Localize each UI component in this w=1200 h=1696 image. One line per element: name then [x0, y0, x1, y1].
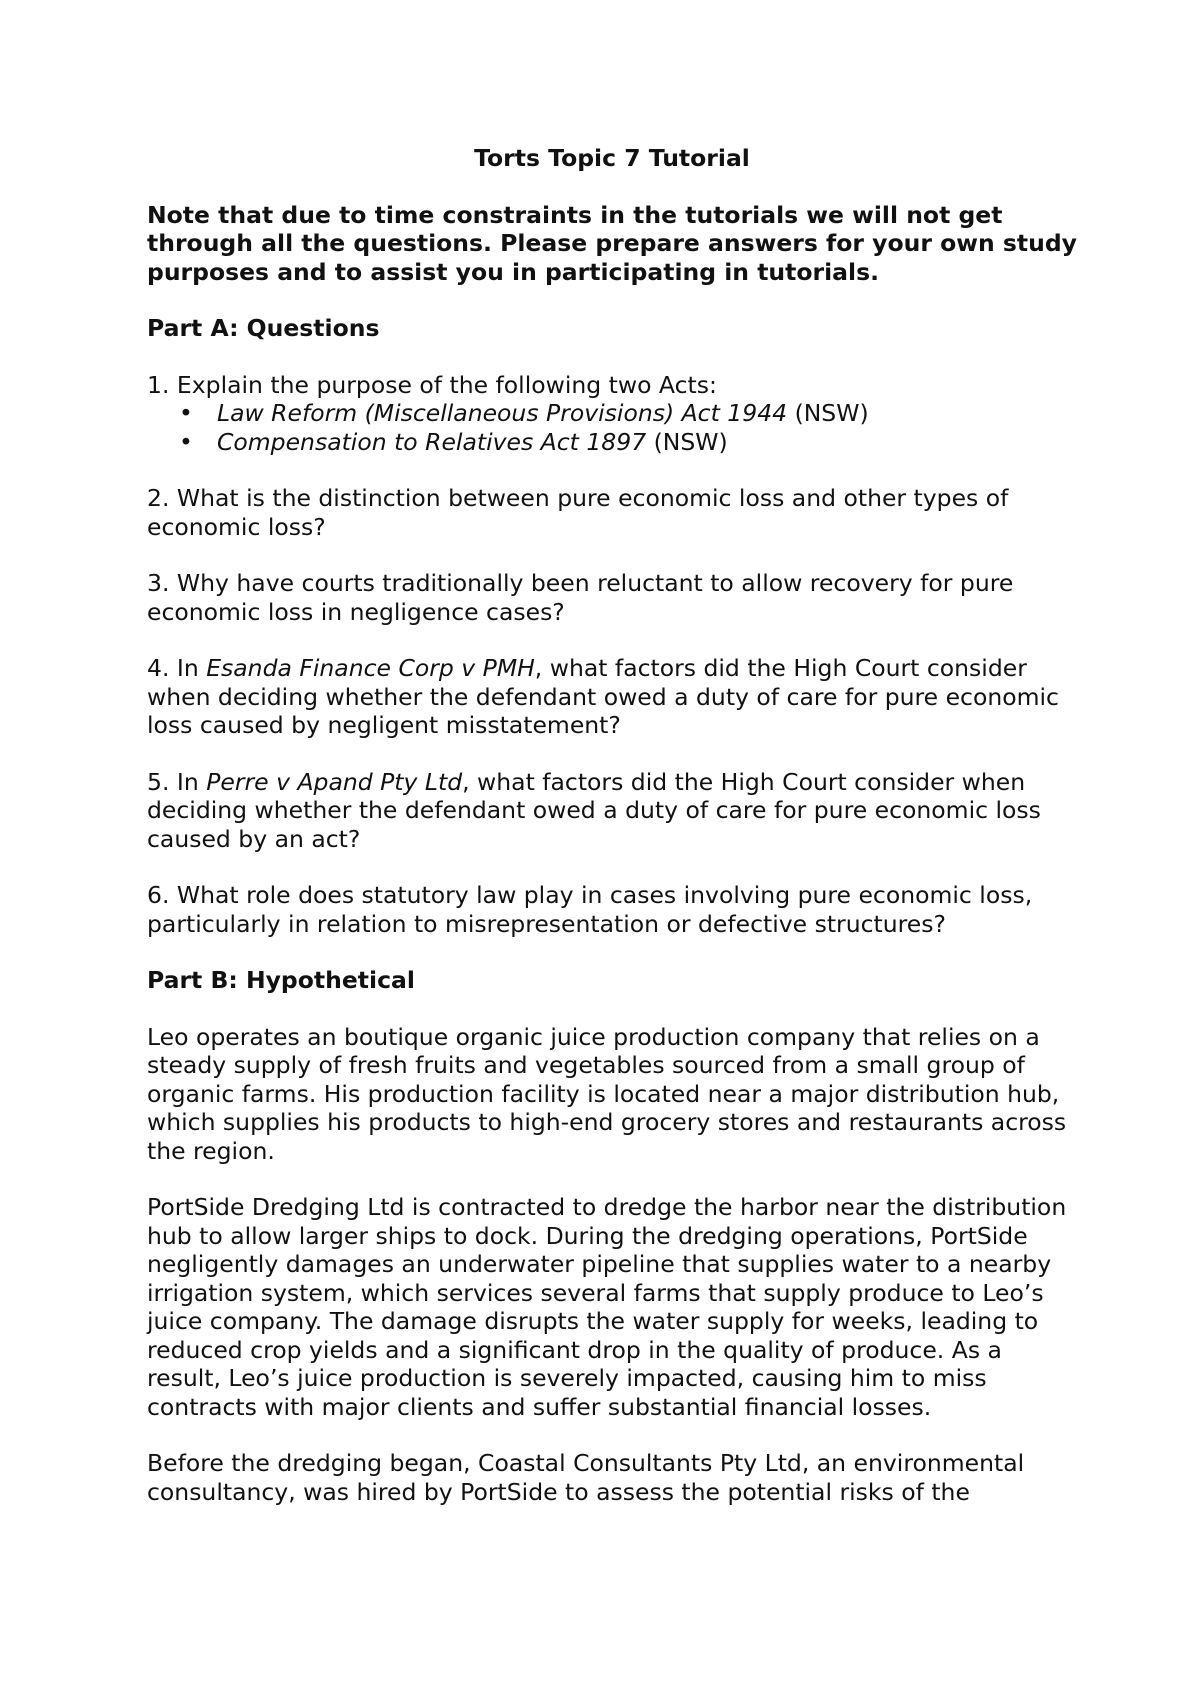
document-title: Torts Topic 7 Tutorial [474, 144, 750, 172]
act-jurisdiction: (NSW) [787, 399, 869, 427]
question-4-case: Esanda Finance Corp v PMH [206, 654, 535, 682]
tutorial-note: Note that due to time constraints in the tutorials we will not get through all the questions. Please prepare answers for your own study purposes and to assist you in participating in tutorials. [147, 200, 1077, 286]
question-5-rest: , what factors did the High Court consider when deciding whether the defendant owed a duty of care for pure economic loss caused by an act? [147, 767, 1041, 853]
question-1 [147, 371, 1077, 400]
part-a-heading: Part A: Questions [147, 314, 380, 342]
act-name: Law Reform (Miscellaneous Provisions) Act 1944 [217, 399, 788, 427]
act-item [179, 428, 1077, 457]
question-1-text: Explain the purpose of the following two Acts: [176, 370, 717, 399]
act-jurisdiction: (NSW) [646, 427, 728, 456]
hypothetical-paragraph-2: PortSide Dredging Ltd is contracted to dredge the harbor near the distribution hub to allow larger ships to dock. During the dredging operations, PortSide negligently damages an underwater pipeline that supplies water to a nearby irrigation system, which services several farms that supply produce to Leo’s juice company. The damage disrupts the water supply for weeks, leading to reduced crop yields and a significant drop in the quality of produce. As a result, Leo’s juice production is severely impacted, causing him to miss contracts with major clients and suffer substantial financial losses. [147, 1193, 1067, 1421]
hypothetical-paragraph-1: Leo operates an boutique organic juice production company that relies on a steady supply of fresh fruits and vegetables sourced from a small group of organic farms. His production facility is located near a major distribution hub, which supplies his products to high-end grocery stores and restaurants across the region. [147, 1022, 1067, 1165]
bullet-icon: • [179, 427, 193, 456]
question-1-number: 1. [147, 370, 170, 399]
act-name: Compensation to Relatives Act 1897 [217, 427, 647, 456]
bullet-icon: • [179, 399, 193, 427]
question-4-rest: , what factors did the High Court consider when deciding whether the defendant owed a duty of care for pure economic loss caused by negligent misstatement? [147, 654, 1059, 739]
acts-list [147, 399, 1077, 456]
question-5 [147, 768, 1077, 854]
question-3: 3. Why have courts traditionally been reluctant to allow recovery for pure economic loss in negligence cases? [147, 569, 1014, 626]
question-5-case: Perre v Apand Pty Ltd [206, 767, 463, 796]
act-item [179, 399, 1077, 428]
question-6: 6. What role does statutory law play in cases involving pure economic loss, particularly in relation to misrepresentation or defective structures? [147, 881, 1033, 938]
part-b-heading: Part B: Hypothetical [147, 966, 415, 994]
question-4-prefix: 4. In [147, 654, 207, 682]
question-4 [147, 654, 1077, 740]
hypothetical-paragraph-3: Before the dredging began, Coastal Consultants Pty Ltd, an environmental consultancy, was hired by PortSide to assess the potential risks of the [147, 1449, 1025, 1506]
question-2: 2. What is the distinction between pure economic loss and other types of economic loss? [147, 484, 1009, 541]
question-5-prefix: 5. In [147, 767, 207, 796]
document-page [147, 144, 1077, 1534]
